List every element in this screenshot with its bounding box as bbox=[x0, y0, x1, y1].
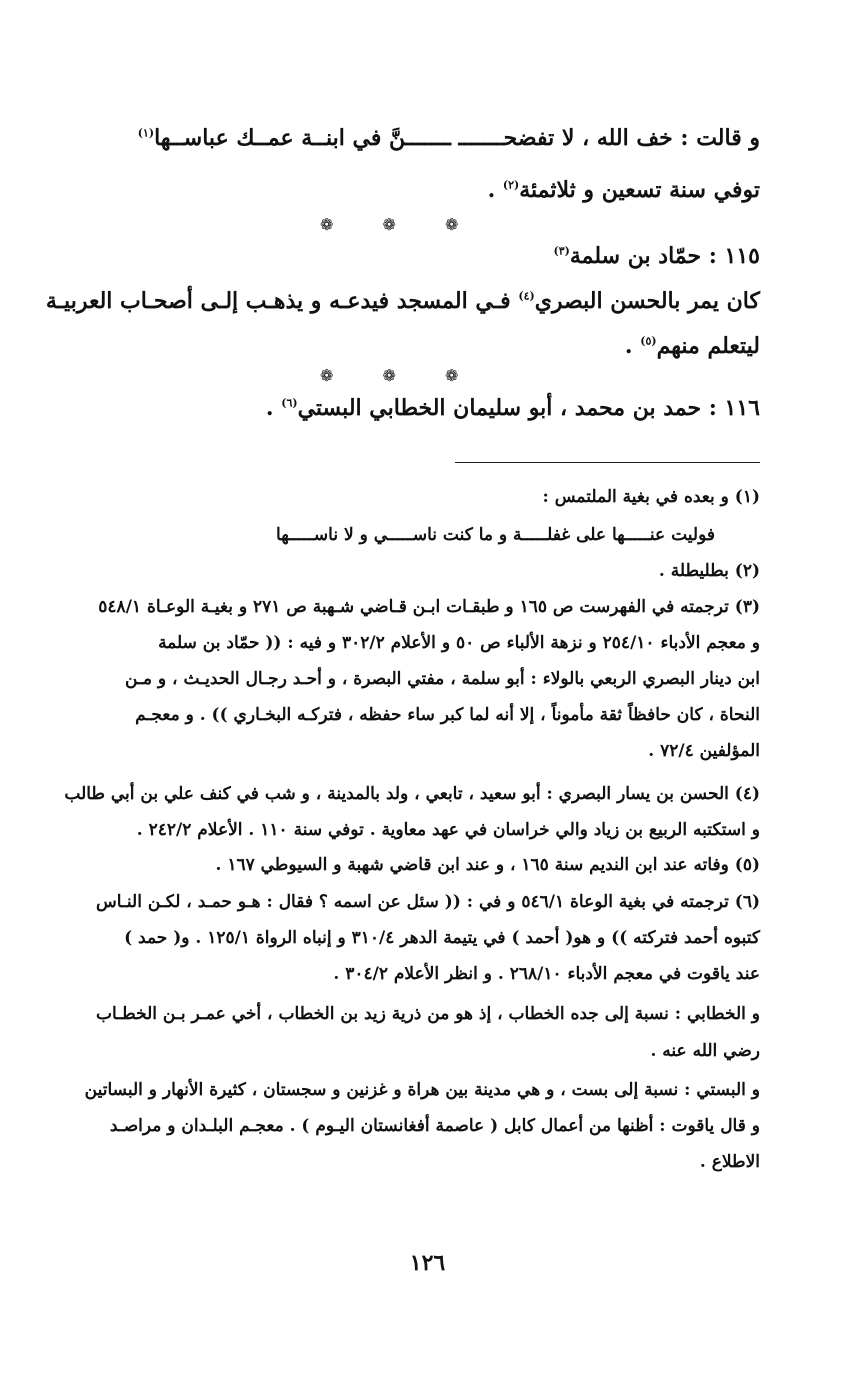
entry-115-text-b: فـي المسجد فيدعـه و يذهـب إلـى أصحـاب العربيـة bbox=[45, 288, 519, 314]
death-text: توفي سنة تسعين و ثلاثمئة bbox=[519, 177, 760, 203]
separator-ornament-2: ❁ ❁ ❁ bbox=[320, 366, 481, 385]
entry-116-end: . bbox=[265, 395, 282, 421]
separator-ornament-1: ❁ ❁ ❁ bbox=[320, 215, 481, 234]
footnote-ref-2: (٢) bbox=[502, 178, 520, 192]
footnote-verse: فوليت عنـــــها على غفلـــــة و ما كنت ناســـــي و لا ناســـــها bbox=[276, 525, 715, 545]
footnote-line: عند ياقوت في معجم الأدباء ٢٦٨/١٠ . و انظر الأعلام ٣٠٤/٢ . bbox=[333, 964, 760, 984]
entry-115-text-a: كان يمر بالحسن البصري bbox=[534, 288, 760, 314]
entry-116-title bbox=[50, 395, 760, 421]
footnote-line: و الخطابي : نسبة إلى جده الخطاب ، إذ هو من ذرية زيد بن الخطاب ، أخي عمـر بـن الخطـاب bbox=[96, 1004, 760, 1024]
footnote-line: و البستي : نسبة إلى بست ، و هي مدينة بين هراة و غزنين و سجستان ، كثيرة الأنهار و البساتين bbox=[84, 1080, 760, 1100]
footnote-line: رضي الله عنه . bbox=[650, 1041, 760, 1061]
entry-115-title bbox=[50, 243, 760, 269]
footnote-line: كتبوه أحمد فتركته )) و هو( أحمد ) في يتيمة الدهر ٣١٠/٤ و إنباه الرواة ١٢٥/١ . و( حمد ) bbox=[124, 928, 760, 948]
footnote-ref-3: (٣) bbox=[553, 244, 570, 258]
footnote-ref-1: (١) bbox=[137, 126, 155, 140]
footnote-line: و استكتبه الربيع بن زياد والي خراسان في عهد معاوية . توفي سنة ١١٠ . الأعلام ٢٤٢/٢ . bbox=[136, 820, 760, 840]
footnote-line: المؤلفين ٧٢/٤ . bbox=[648, 741, 760, 761]
entry-115-end: . bbox=[624, 333, 641, 359]
footnote-line: (٢) بطليطلة . bbox=[658, 561, 760, 581]
entry-115-line1 bbox=[45, 288, 760, 314]
verse-line bbox=[50, 125, 760, 151]
entry-115-line2 bbox=[50, 333, 760, 359]
footnote-line: ابن دينار البصري الربعي بالولاء : أبو سلمة ، مفتي البصرة ، و أحـد رجـال الحديـث ، و مـن bbox=[124, 669, 760, 689]
entry-115-line2-text: ليتعلم منهم bbox=[656, 333, 760, 359]
footnote-divider bbox=[455, 462, 760, 463]
footnote-line: و معجم الأدباء ٢٥٤/١٠ و نزهة الألباء ص ٥٠ و الأعلام ٣٠٢/٢ و فيه : (( حمّاد بن سلمة bbox=[158, 633, 760, 653]
footnote-line: (٦) ترجمته في بغية الوعاة ٥٤٦/١ و في : (( سئل عن اسمه ؟ فقال : هـو حمـد ، لكـن النـاس bbox=[96, 892, 760, 912]
footnote-ref-6: (٦) bbox=[281, 396, 298, 410]
footnote-line: و قال ياقوت : أظنها من أعمال كابل ( عاصمة أفغانستان اليـوم ) . معجـم البلـدان و مراصـد bbox=[109, 1116, 760, 1136]
verse-text: و قالت : خف الله ، لا تفضحـــــــ ـــــــنَّ في ابنــة عمــك عباســها bbox=[154, 125, 760, 151]
entry-115-title-text: ١١٥ : حمّاد بن سلمة bbox=[569, 243, 760, 269]
footnote-line: الاطلاع . bbox=[699, 1152, 760, 1172]
footnote-line: (٣) ترجمته في الفهرست ص ١٦٥ و طبقـات ابـن قـاضي شـهبة ص ٢٧١ و بغيـة الوعـاة ٥٤٨/١ bbox=[98, 597, 760, 617]
entry-116-title-text: ١١٦ : حمد بن محمد ، أبو سليمان الخطابي البستي bbox=[297, 395, 760, 421]
page-number: ١٢٦ bbox=[409, 1250, 446, 1276]
death-line bbox=[50, 177, 760, 203]
footnote-line: (٤) الحسن بن يسار البصري : أبو سعيد ، تابعي ، ولد بالمدينة ، و شب في كنف علي بن أبي طالب bbox=[64, 784, 760, 804]
footnote-line: (٥) وفاته عند ابن النديم سنة ١٦٥ ، و عند ابن قاضي شهبة و السيوطي ١٦٧ . bbox=[215, 855, 760, 875]
footnote-line: (١) و بعده في بغية الملتمس : bbox=[542, 487, 760, 507]
death-end: . bbox=[487, 177, 503, 203]
footnote-ref-5: (٥) bbox=[640, 334, 657, 348]
footnote-line: النحاة ، كان حافظاً ثقة مأموناً ، إلا أنه لما كبر ساء حفظه ، فتركـه البخـاري )) . و معجـم bbox=[135, 705, 760, 725]
footnote-ref-4: (٤) bbox=[518, 289, 535, 303]
